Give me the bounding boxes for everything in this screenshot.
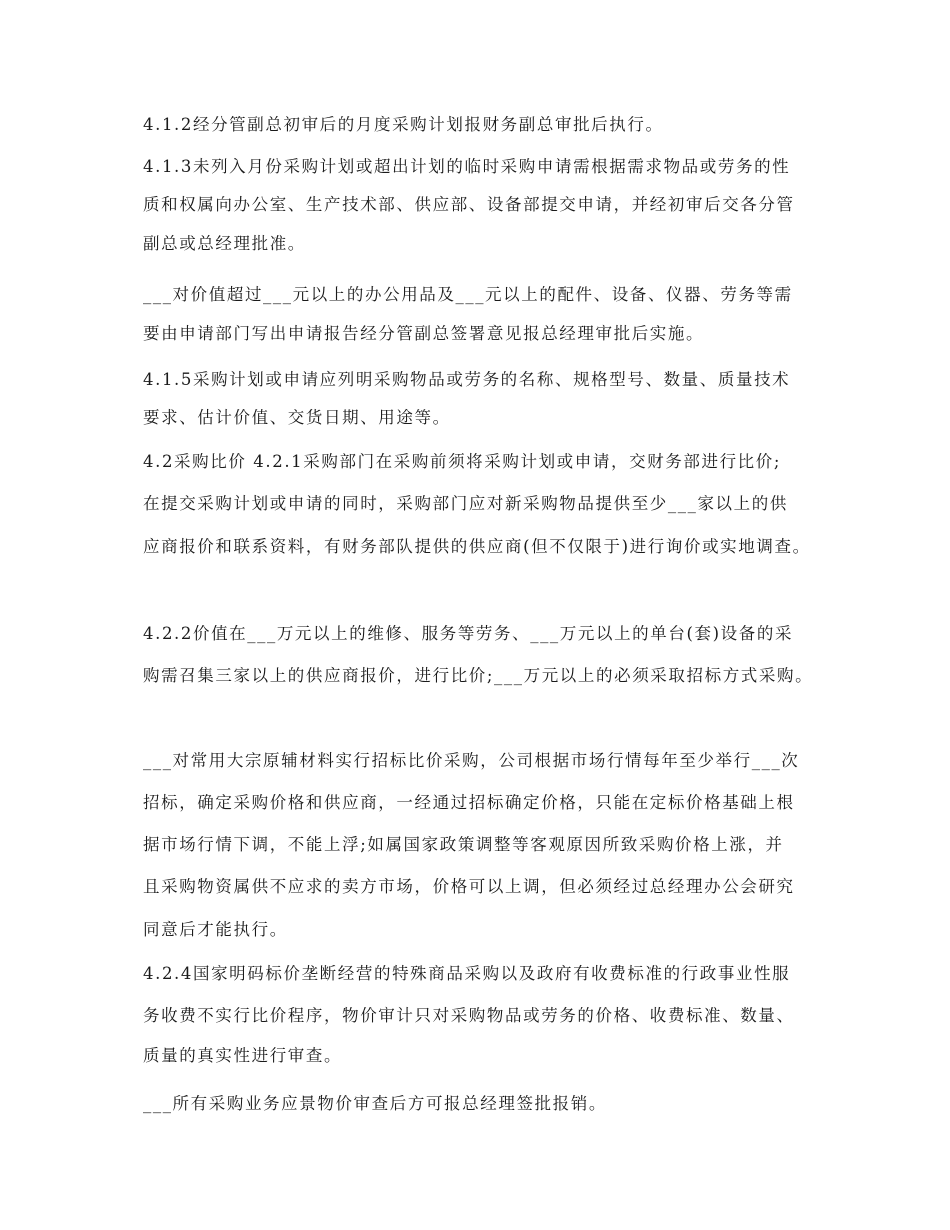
text-line: 副总或总经理批准。 (143, 234, 306, 253)
text-line: 要求、估计价值、交货日期、用途等。 (143, 408, 451, 427)
text-line: 质量的真实性进行审查。 (143, 1046, 343, 1065)
text-line-4-2: 4.2采购比价 4.2.1采购部门在采购前须将采购计划或申请，交财务部进行比价; (143, 452, 782, 471)
text-line: 据市场行情下调，不能上浮;如属国家政策调整等客观原因所致采购价格上涨，并 (143, 835, 784, 854)
text-line: ___对常用大宗原辅材料实行招标比价采购，公司根据市场行情每年至少举行___次 (143, 751, 800, 770)
text-line: 同意后才能执行。 (143, 920, 288, 939)
text-line-4-1-2: 4.1.2经分管副总初审后的月度采购计划报财务副总审批后执行。 (143, 115, 664, 134)
text-line: 质和权属向办公室、生产技术部、供应部、设备部提交申请，并经初审后交各分管 (143, 195, 795, 214)
text-line: 招标，确定采购价格和供应商，一经通过招标确定价格，只能在定标价格基础上根 (143, 793, 795, 812)
text-line: 且采购物资属供不应求的卖方市场，价格可以上调，但必须经过总经理办公会研究 (143, 877, 795, 896)
text-line: 应商报价和联系资料，有财务部队提供的供应商(但不仅限于)进行询价或实地调查。 (143, 537, 811, 556)
text-line: ___对价值超过___元以上的办公用品及___元以上的配件、设备、仪器、劳务等需 (143, 285, 793, 304)
text-line: 要由申请部门写出申请报告经分管副总签署意见报总经理审批后实施。 (143, 324, 705, 343)
text-line: 购需召集三家以上的供应商报价，进行比价;___万元以上的必须采取招标方式采购。 (143, 666, 814, 685)
text-line-4-2-2: 4.2.2价值在___万元以上的维修、服务等劳务、___万元以上的单台(套)设备的采 (143, 624, 794, 643)
text-line: ___所有采购业务应景物价审查后方可报总经理签批报销。 (143, 1094, 607, 1113)
text-line-4-1-3: 4.1.3未列入月份采购计划或超出计划的临时采购申请需根据需求物品或劳务的性 (143, 157, 791, 176)
text-line: 务收费不实行比价程序，物价审计只对采购物品或劳务的价格、收费标准、数量、 (143, 1006, 795, 1025)
text-line-4-1-5: 4.1.5采购计划或申请应列明采购物品或劳务的名称、规格型号、数量、质量技术 (143, 370, 791, 389)
text-line-4-2-4: 4.2.4国家明码标价垄断经营的特殊商品采购以及政府有收费标准的行政事业性服 (143, 964, 791, 983)
text-line: 在提交采购计划或申请的同时，采购部门应对新采购物品提供至少___家以上的供 (143, 494, 788, 513)
